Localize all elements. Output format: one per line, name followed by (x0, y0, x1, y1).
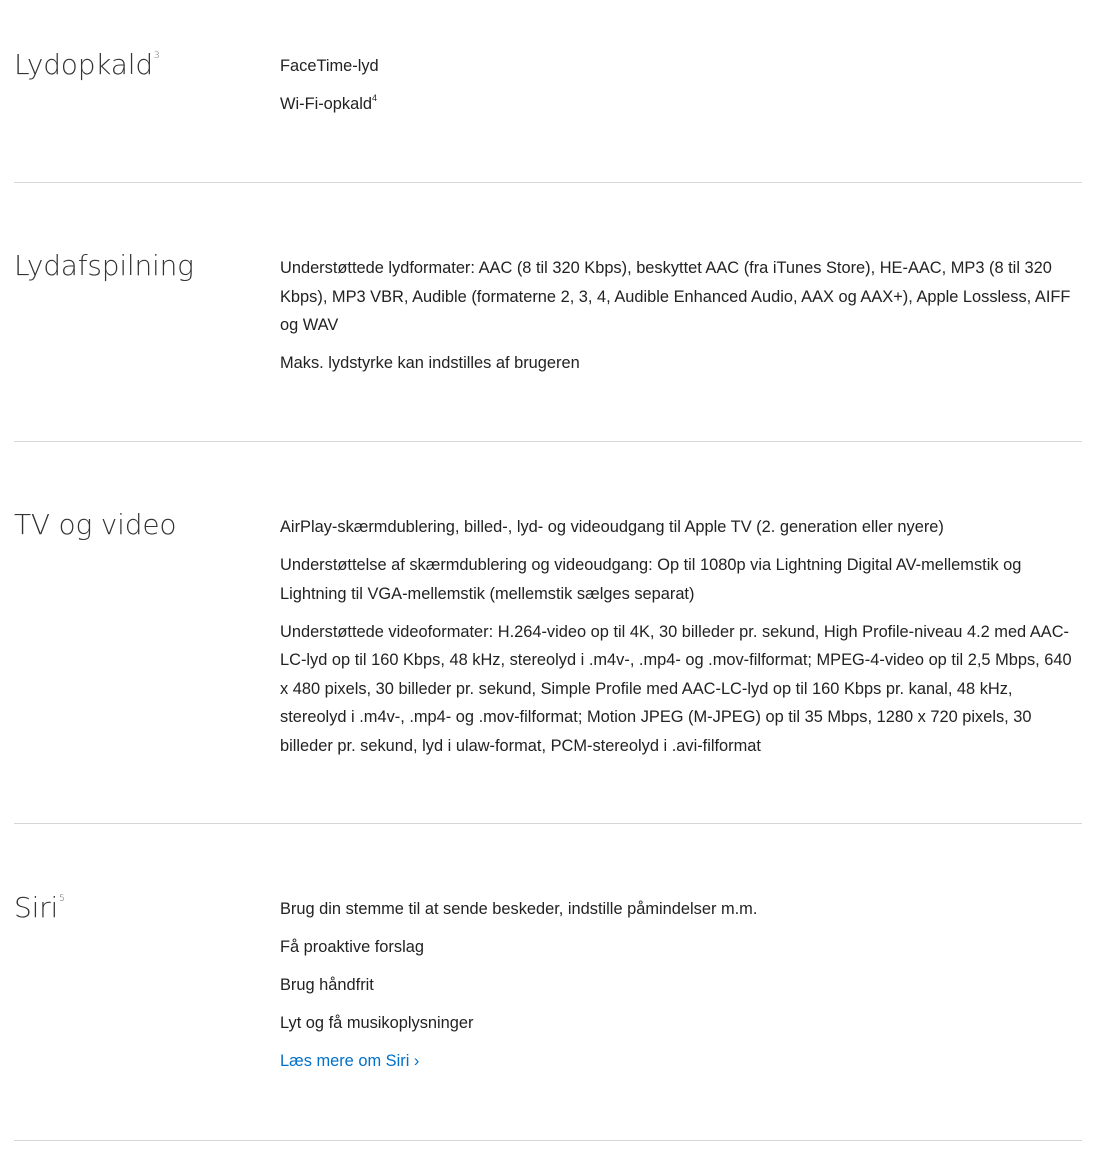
list-item: Brug din stemme til at sende beskeder, indstille påmindelser m.m. (280, 900, 758, 918)
learn-more-siri-link[interactable]: Læs mere om Siri › (280, 1052, 420, 1070)
list-item: Få proaktive forslag (280, 938, 424, 956)
list-item: Understøttelse af skærmdublering og videoudgang: Op til 1080p via Lightning Digital AV-mellemstik og Lightning til VGA-mellemstik (mellemstik sælges separat) (280, 556, 1022, 603)
section-items (280, 895, 1082, 1085)
list-item: Understøttede videoformater: H.264-video op til 4K, 30 billeder pr. sekund, High Profile-niveau 4.2 med AAC-LC-lyd op til 160 Kbps, 48 kHz, stereolyd i .m4v-, .mp4- og .mov-filformat; MPEG-4-video op til 2,5 Mbps, 640 x 480 pixels, 30 billeder pr. sekund, Simple Profile med AAC-LC-lyd op til 160 Kbps pr. kanal, 48 kHz, stereolyd i .m4v-, .mp4- og .mov-filformat; Motion JPEG (M-JPEG) op til 35 Mbps, 1280 x 720 pixels, 30 billeder pr. sekund, lyd i ulaw-format, PCM-stereolyd i .avi-filformat (280, 622, 1072, 755)
list-item: Maks. lydstyrke kan indstilles af brugeren (280, 354, 580, 372)
list-item: AirPlay-skærmdublering, billed-, lyd- og videoudgang til Apple TV (2. generation eller nyere) (280, 518, 944, 536)
footnote-marker[interactable]: 3 (153, 50, 160, 61)
section-title: Lydopkald$^3$ (14, 48, 160, 81)
section-title: Lydafspilning (14, 249, 194, 282)
section-divider (14, 441, 1082, 442)
section-divider (14, 823, 1082, 824)
footnote-marker[interactable]: 5 (59, 893, 65, 904)
section-title: Siri$^5$ (14, 891, 65, 924)
list-item: Wi-Fi-opkald$^4$ (280, 92, 377, 113)
section-items (280, 513, 1082, 770)
section-items (280, 52, 1082, 128)
list-item (280, 1047, 1082, 1076)
section-divider (14, 182, 1082, 183)
section-title: TV og video (14, 508, 177, 541)
list-item: Lyt og få musikoplysninger (280, 1014, 474, 1032)
section-divider (14, 1140, 1082, 1141)
footnote-marker[interactable]: 4 (371, 92, 377, 103)
list-item: Understøttede lydformater: AAC (8 til 320 Kbps), beskyttet AAC (fra iTunes Store), HE-AAC, MP3 (8 til 320 Kbps), MP3 VBR, Audible (formaterne 2, 3, 4, Audible Enhanced Audio, AAX og AAX+), Apple Lossless, AIFF og WAV (280, 259, 1071, 334)
section-items (280, 254, 1082, 387)
list-item: Brug håndfrit (280, 976, 374, 994)
list-item: FaceTime-lyd (280, 57, 379, 75)
